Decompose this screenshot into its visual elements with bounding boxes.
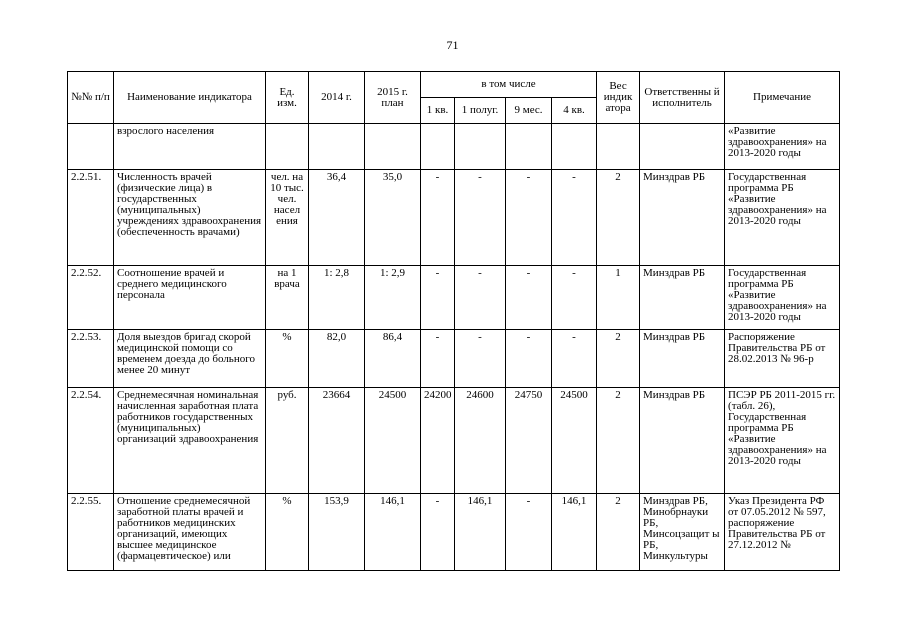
col-header-9m: 9 мес. bbox=[506, 98, 552, 124]
table-row bbox=[68, 266, 840, 330]
cell-2014: 23664 bbox=[309, 388, 365, 494]
table-header-row bbox=[68, 72, 840, 98]
cell-9m: - bbox=[506, 266, 552, 330]
cell-q4: 24500 bbox=[552, 388, 597, 494]
cell-h1: 146,1 bbox=[455, 494, 506, 571]
cell-responsible: Минздрав РБ bbox=[640, 266, 725, 330]
cell-name: Среднемесячная номинальная начисленная заработная плата работников государственных (муниципальных) организаций здравоохранения bbox=[114, 388, 266, 494]
table-row bbox=[68, 170, 840, 266]
cell-9m: - bbox=[506, 330, 552, 388]
cell-q4: - bbox=[552, 170, 597, 266]
cell-responsible bbox=[640, 124, 725, 170]
cell-h1: - bbox=[455, 266, 506, 330]
cell-h1: - bbox=[455, 330, 506, 388]
cell-q1: - bbox=[421, 494, 455, 571]
cell-responsible: Минздрав РБ bbox=[640, 330, 725, 388]
cell-2015: 146,1 bbox=[365, 494, 421, 571]
cell-name: Соотношение врачей и среднего медицинского персонала bbox=[114, 266, 266, 330]
cell-num bbox=[68, 124, 114, 170]
cell-weight: 2 bbox=[597, 170, 640, 266]
col-header-unit: Ед. изм. bbox=[266, 72, 309, 124]
cell-responsible: Минздрав РБ bbox=[640, 170, 725, 266]
table-row bbox=[68, 124, 840, 170]
cell-responsible: Минздрав РБ bbox=[640, 388, 725, 494]
cell-q1: - bbox=[421, 330, 455, 388]
cell-2015: 35,0 bbox=[365, 170, 421, 266]
cell-name: Численность врачей (физические лица) в государственных (муниципальных) учреждениях здравоохранения (обеспеченность врачами) bbox=[114, 170, 266, 266]
cell-q4: - bbox=[552, 330, 597, 388]
cell-num: 2.2.54. bbox=[68, 388, 114, 494]
cell-note: «Развитие здравоохранения» на 2013-2020 годы bbox=[725, 124, 840, 170]
cell-weight: 2 bbox=[597, 330, 640, 388]
col-header-including: в том числе bbox=[421, 72, 597, 98]
cell-q1: - bbox=[421, 266, 455, 330]
table-row bbox=[68, 494, 840, 571]
cell-num: 2.2.55. bbox=[68, 494, 114, 571]
cell-responsible: Минздрав РБ, Минобрнауки РБ, Минсоцзащит ы РБ, Минкультуры bbox=[640, 494, 725, 571]
cell-num: 2.2.51. bbox=[68, 170, 114, 266]
col-header-q4: 4 кв. bbox=[552, 98, 597, 124]
col-header-h1: 1 полуг. bbox=[455, 98, 506, 124]
cell-unit bbox=[266, 124, 309, 170]
cell-2015: 86,4 bbox=[365, 330, 421, 388]
cell-9m: - bbox=[506, 494, 552, 571]
table-row bbox=[68, 330, 840, 388]
col-header-name: Наименование индикатора bbox=[114, 72, 266, 124]
cell-2014: 36,4 bbox=[309, 170, 365, 266]
cell-unit: % bbox=[266, 330, 309, 388]
cell-note: Распоряжение Правительства РБ от 28.02.2013 № 96-р bbox=[725, 330, 840, 388]
cell-name: Доля выездов бригад скорой медицинской помощи со временем доезда до больного менее 20 минут bbox=[114, 330, 266, 388]
cell-weight: 2 bbox=[597, 388, 640, 494]
cell-num: 2.2.53. bbox=[68, 330, 114, 388]
cell-note: Государственная программа РБ «Развитие здравоохранения» на 2013-2020 годы bbox=[725, 170, 840, 266]
cell-q1: - bbox=[421, 170, 455, 266]
col-header-2015: 2015 г. план bbox=[365, 72, 421, 124]
col-header-num: №№ п/п bbox=[68, 72, 114, 124]
cell-unit: чел. на 10 тыс. чел. насел ения bbox=[266, 170, 309, 266]
cell-q4 bbox=[552, 124, 597, 170]
col-header-responsible: Ответственны й исполнитель bbox=[640, 72, 725, 124]
cell-name: взрослого населения bbox=[114, 124, 266, 170]
cell-h1: - bbox=[455, 170, 506, 266]
cell-2015 bbox=[365, 124, 421, 170]
cell-note: ПСЭР РБ 2011-2015 гг. (табл. 26), Государственная программа РБ «Развитие здравоохранения» на 2013-2020 годы bbox=[725, 388, 840, 494]
cell-9m bbox=[506, 124, 552, 170]
cell-unit: % bbox=[266, 494, 309, 571]
cell-h1: 24600 bbox=[455, 388, 506, 494]
cell-9m: - bbox=[506, 170, 552, 266]
cell-q1 bbox=[421, 124, 455, 170]
cell-2015: 24500 bbox=[365, 388, 421, 494]
cell-name: Отношение среднемесячной заработной платы врачей и работников медицинских организаций, имеющих высшее медицинское (фармацевтическое) или bbox=[114, 494, 266, 571]
cell-note: Указ Президента РФ от 07.05.2012 № 597, распоряжение Правительства РБ от 27.12.2012 № bbox=[725, 494, 840, 571]
col-header-q1: 1 кв. bbox=[421, 98, 455, 124]
cell-q4: 146,1 bbox=[552, 494, 597, 571]
cell-note: Государственная программа РБ «Развитие здравоохранения» на 2013-2020 годы bbox=[725, 266, 840, 330]
col-header-2014: 2014 г. bbox=[309, 72, 365, 124]
cell-9m: 24750 bbox=[506, 388, 552, 494]
cell-q4: - bbox=[552, 266, 597, 330]
page-number: 71 bbox=[446, 38, 459, 52]
cell-2015: 1: 2,9 bbox=[365, 266, 421, 330]
col-header-note: Примечание bbox=[725, 72, 840, 124]
cell-2014 bbox=[309, 124, 365, 170]
cell-unit: руб. bbox=[266, 388, 309, 494]
cell-q1: 24200 bbox=[421, 388, 455, 494]
cell-2014: 153,9 bbox=[309, 494, 365, 571]
cell-weight: 2 bbox=[597, 494, 640, 571]
cell-2014: 1: 2,8 bbox=[309, 266, 365, 330]
cell-h1 bbox=[455, 124, 506, 170]
col-header-weight: Вес индик атора bbox=[597, 72, 640, 124]
cell-weight: 1 bbox=[597, 266, 640, 330]
cell-2014: 82,0 bbox=[309, 330, 365, 388]
table-row bbox=[68, 388, 840, 494]
indicators-table bbox=[67, 71, 840, 571]
cell-num: 2.2.52. bbox=[68, 266, 114, 330]
cell-weight bbox=[597, 124, 640, 170]
cell-unit: на 1 врача bbox=[266, 266, 309, 330]
